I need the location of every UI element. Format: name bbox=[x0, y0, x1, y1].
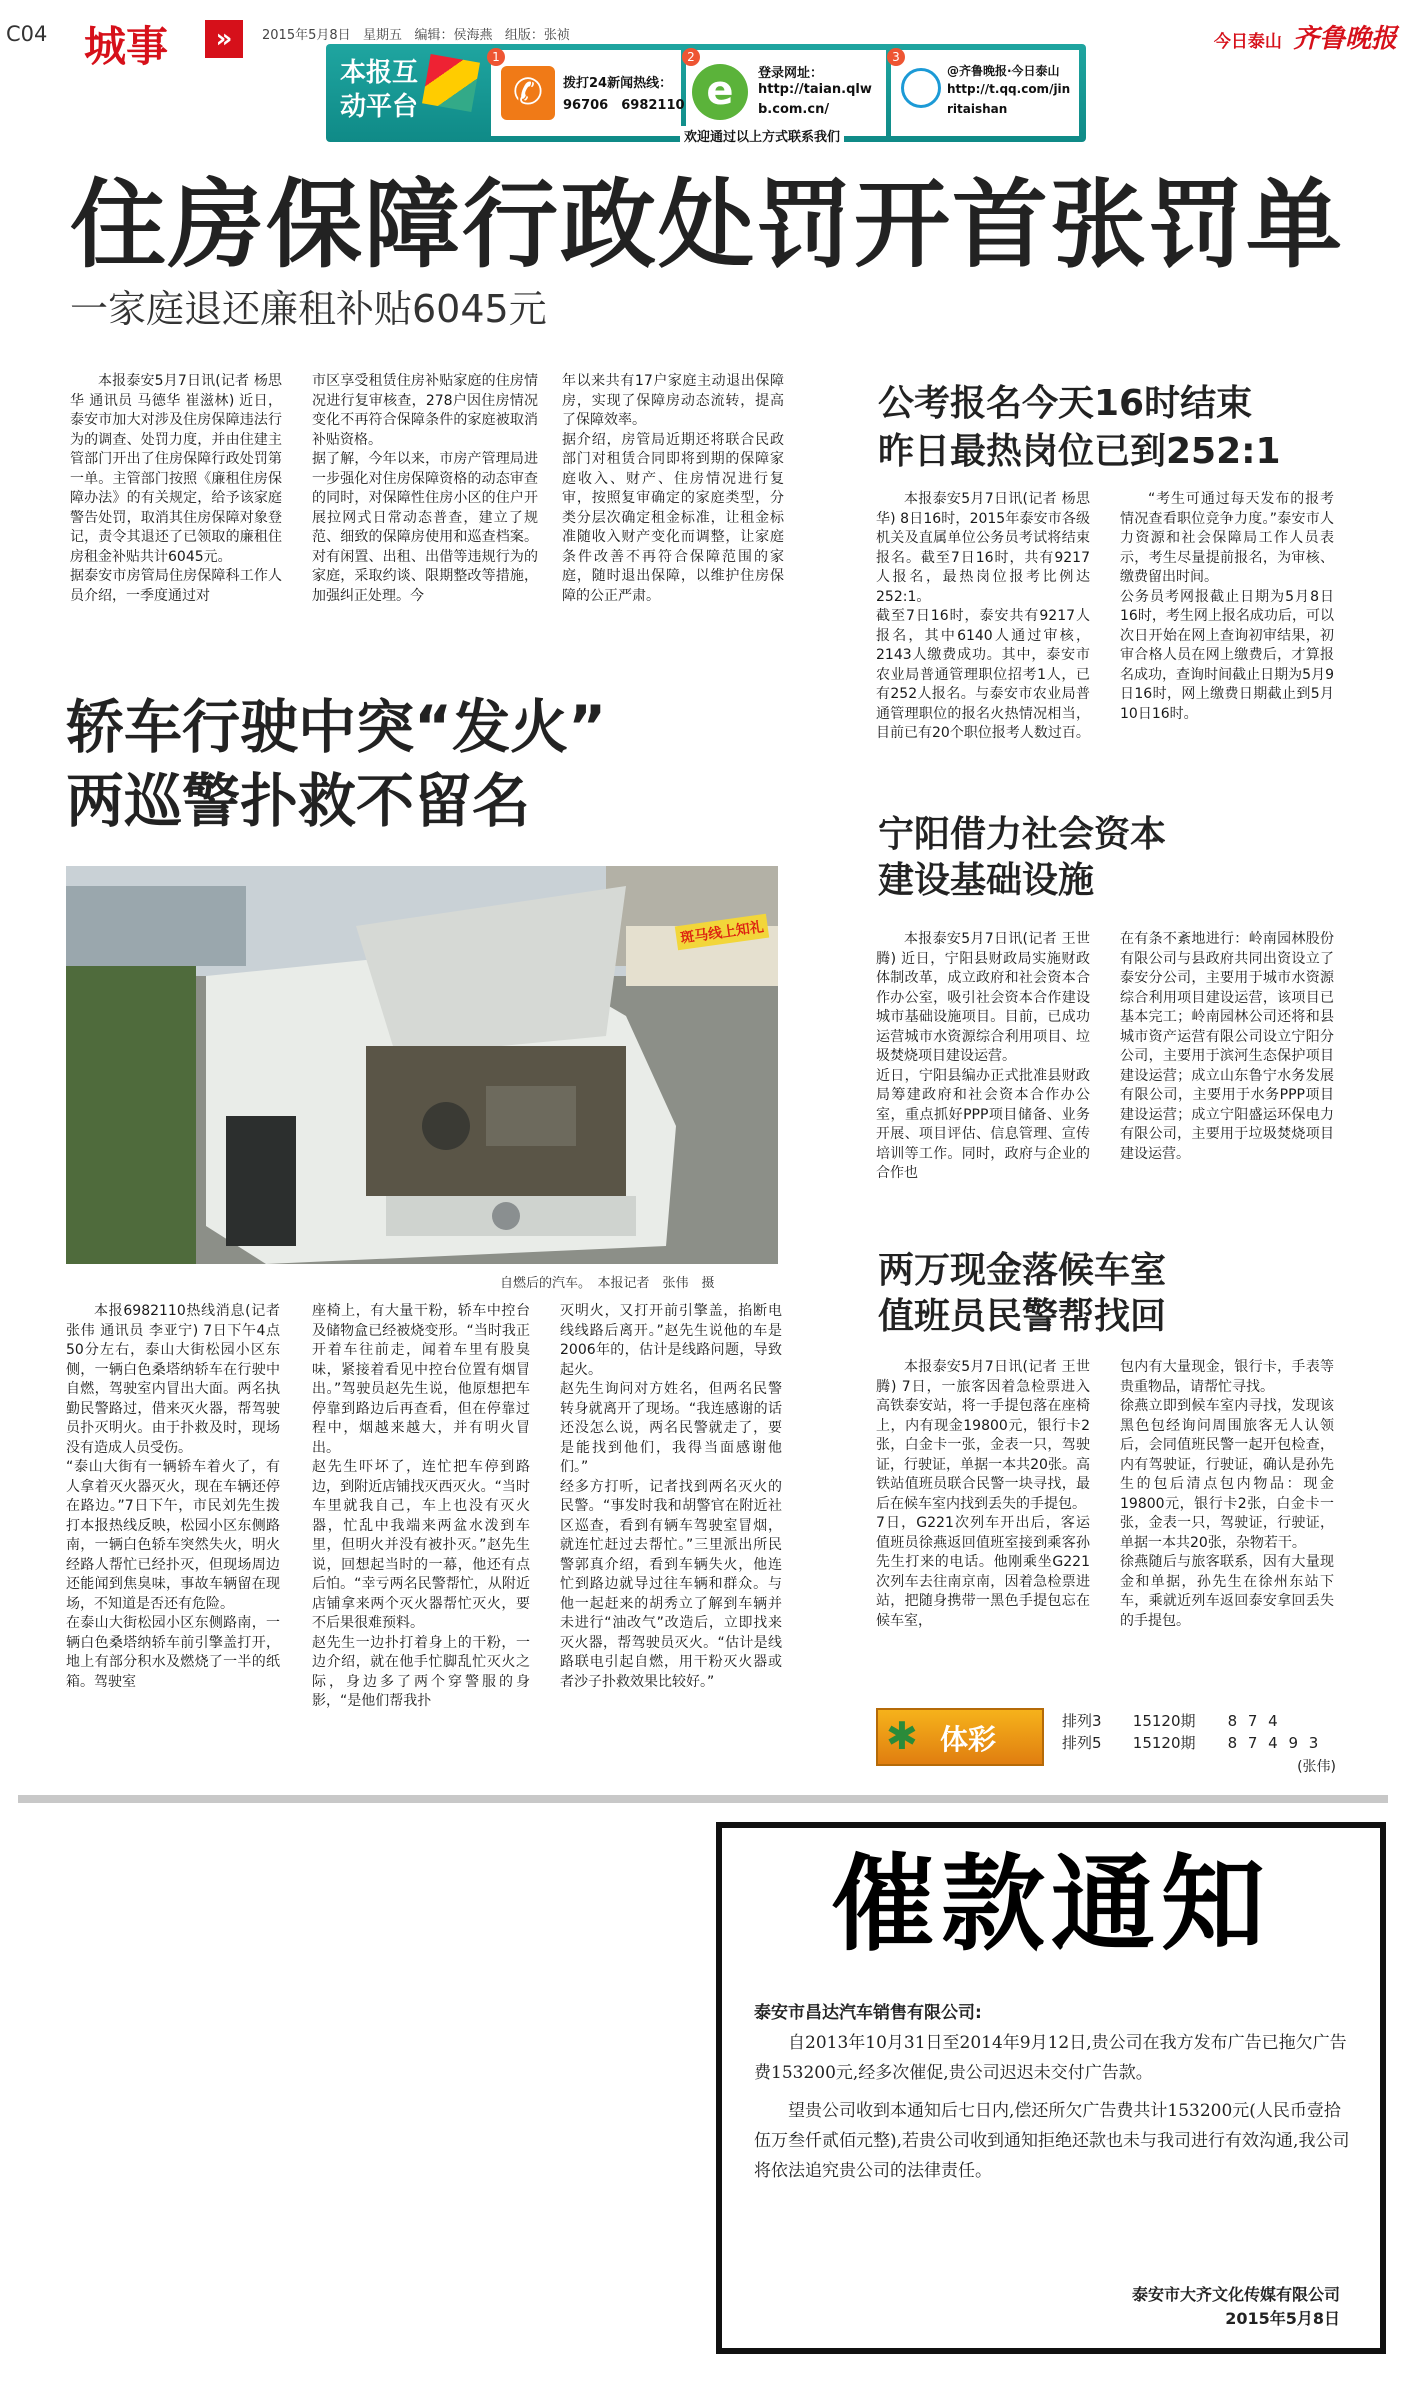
lottery-badge bbox=[876, 1708, 1044, 1766]
lottery-box bbox=[876, 1702, 1336, 1775]
cash-title-2: 值班员民警帮找回 bbox=[878, 1296, 1167, 1337]
car-col-1 bbox=[66, 1302, 280, 1692]
lottery-period: 15120期 bbox=[1132, 1734, 1196, 1752]
ningyang-text-1: 本报泰安5月7日讯(记者 王世腾) 近日，宁阳县财政局实施财政体制改革，成立政府和社会资本合作办公室，吸引社会资本合作建设城市基础设施项目。目前，已成功运营城市水资源综合利用项目、垃圾焚烧项目建设运营。 近日，宁阳县编办正式批准县财政局筹建政府和社会资本合作办公室，重点抓好PPP项目储备、业务开展、项目评估、信息管理、宣传培训等工作。同时，政府与企业的合作也 bbox=[876, 931, 1090, 1181]
brand bbox=[1214, 18, 1397, 55]
website-url: http://taian.qlw bbox=[758, 82, 872, 97]
weibo-url-2: ritaishan bbox=[947, 102, 1008, 116]
notice-addressee: 泰安市昌达汽车销售有限公司: bbox=[754, 2003, 982, 2023]
ningyang-title-1: 宁阳借力社会资本 bbox=[878, 814, 1167, 855]
cash-col-1 bbox=[876, 1358, 1090, 1631]
car-headline bbox=[66, 690, 606, 838]
payment-notice bbox=[716, 1822, 1386, 2354]
cash-headline bbox=[878, 1248, 1166, 1340]
lottery-credit: (张伟) bbox=[1297, 1759, 1336, 1775]
website-url-2: b.com.cn/ bbox=[758, 102, 830, 117]
brand-sub: 今日泰山 bbox=[1213, 32, 1282, 52]
hotline-item[interactable] bbox=[491, 50, 685, 136]
gongkao-text-1: 本报泰安5月7日讯(记者 杨思华) 8日16时，2015年泰安市各级机关及直属单位公务员考试将结束报名。截至7日16时，共有9217人报名，最热岗位报考比例达252:1。 截至7日16时，泰安共有9217人报名，其中6140人通过审核，2143人缴费成功。其中，泰安市农业局普通管理职位招考1人，已有252人报名。与泰安市农业局普通管理职位的报名火热情况相当，目前已有20个职位报考人数过百。 bbox=[876, 491, 1090, 741]
photo-caption: 自燃后的汽车。 本报记者 张伟 摄 bbox=[500, 1276, 715, 1291]
date-line bbox=[262, 24, 570, 43]
car-text-1: 本报6982110热线消息(记者 张伟 通讯员 李亚宁) 7日下午4点50分左右，泰山大街松园小区东侧，一辆白色桑塔纳轿车在行驶中自燃，驾驶室内冒出大面。两名执勤民警路过，借来灭火器，帮驾驶员扑灭明火。由于扑救及时，现场没有造成人员受伤。 “泰山大街有一辆轿车着火了，有人拿着灭火器灭火，现在车辆还停在路边。”7日下午，市民刘先生拨打本报热线反映，松园小区东侧路南，一辆白色轿车突然失火，明火经路人帮忙已经扑灭，但现场周边还能闻到焦臭味，事故车辆留在现场，不知道是否还有危险。 在泰山大街松园小区东侧路南，一辆白色桑塔纳轿车前引擎盖打开，地上有部分积水及燃烧了一半的纸箱。驾驶室 bbox=[66, 1303, 280, 1690]
layout-editor: 组版：张祯 bbox=[504, 28, 570, 43]
notice-para-1: 自2013年10月31日至2014年9月12日,贵公司在我方发布广告已拖欠广告费153200元,经多次催促,贵公司迟迟未交付广告款。 bbox=[754, 2033, 1347, 2083]
website-item[interactable] bbox=[686, 50, 886, 136]
lead-text-1: 本报泰安5月7日讯(记者 杨思华 通讯员 马德华 崔滋林) 近日，泰安市加大对涉及住房保障违法行为的调查、处罚力度，并由住建主管部门开出了住房保障行政处罚第一单。主管部门按照《廉租住房保障办法》的有关规定，给予该家庭警告处罚，取消其住房保障对象登记，责令其退还了已领取的廉租住房租金补贴共计6045元。 据泰安市房管局住房保障科工作人员介绍，一季度通过对 bbox=[70, 373, 282, 604]
ningyang-headline bbox=[878, 812, 1166, 904]
gongkao-text-2: “考生可通过每天发布的报考情况查看职位竞争力度。”泰安市人力资源和社会保障局工作人员表示，考生尽量提前报名，为审核、缴费留出时间。 公务员考网报截止日期为5月8日16时，考生网上报名成功后，可以次日开始在网上查询初审结果，初审合格人员在网上缴费后，才算报名成功，查询时间截止日期为5月9日16时，网上缴费日期截止到5月10日16时。 bbox=[1120, 491, 1334, 722]
ningyang-col-2 bbox=[1120, 930, 1334, 1164]
lottery-nums: 8 7 4 9 3 bbox=[1227, 1734, 1322, 1752]
gongkao-title-2: 昨日最热岗位已到252:1 bbox=[878, 431, 1281, 472]
cash-title-1: 两万现金落候车室 bbox=[878, 1250, 1167, 1291]
brand-logo: 齐鲁晚报 bbox=[1292, 24, 1397, 54]
lottery-period: 15120期 bbox=[1132, 1712, 1196, 1730]
lottery-name: 排列3 bbox=[1062, 1712, 1102, 1730]
cash-text-1: 本报泰安5月7日讯(记者 王世腾) 7日，一旅客因着急检票进入高铁泰安站，将一手提包落在座椅上，内有现金19800元，银行卡2张，白金卡一张，金表一只，驾驶证，行驶证，单据一本共20张。高铁站值班员联合民警一块寻找，最后在候车室内找到丢失的手提包。 7日，G221次列车开出后，客运值班员徐燕返回值班室接到乘客孙先生打来的电话。他刚乘坐G221次列车去往南京南，因着急检票进站，把随身携带一黑色手提包忘在候车室， bbox=[876, 1359, 1090, 1629]
e-icon: e bbox=[692, 64, 748, 120]
lead-text-3: 年以来共有17户家庭主动退出保障房，实现了保障房动态流转，提高了保障效率。 据介绍，房管局近期还将联合民政部门对租赁合同即将到期的保障家庭收入、财产、住房情况进行复审，按照复审确定的家庭类型，分类分层次确定租金标准，让租金标准随收入财产变化而调整，让家庭条件改善不再符合保障范围的家庭，随时退出保障，以维护住房保障的公正严肃。 bbox=[562, 373, 784, 604]
car-photo bbox=[66, 866, 778, 1264]
number-badge: 1 bbox=[487, 48, 505, 66]
gongkao-col-2 bbox=[1120, 490, 1334, 724]
gongkao-headline bbox=[878, 380, 1281, 476]
cash-col-2 bbox=[1120, 1358, 1334, 1631]
banner-footer: 欢迎通过以上方式联系我们 bbox=[680, 126, 844, 145]
section-title: 城事 bbox=[84, 22, 169, 71]
editor: 编辑：侯海燕 bbox=[414, 28, 493, 43]
notice-para-2: 望贵公司收到本通知后七日内,偿还所欠广告费共计153200元(人民币壹拾伍万叁仟贰佰元整),若贵公司收到通知拒绝还款也未与我司进行有效沟通,我公司将依法追究贵公司的法律责任。 bbox=[754, 2101, 1350, 2181]
notice-signer: 泰安市大齐文化传媒有限公司 bbox=[1131, 2285, 1340, 2304]
chevron-right-icon: » bbox=[205, 20, 243, 58]
cash-text-2: 包内有大量现金，银行卡，手表等贵重物品，请帮忙寻找。 徐燕立即到候车室内寻找，发现该黑色包经询问周围旅客无人认领后，会同值班民警一起开包检查，内有驾驶证，行驶证，确认是孙先生的包后清点包内物品：现金19800元，银行卡2张，白金卡一张，金表一只，驾驶证，行驶证，单据一本共20张，杂物若干。 徐燕随后与旅客联系，因有大量现金和单据，孙先生在徐州东站下车，乘就近列车返回泰安拿回丢失的手提包。 bbox=[1120, 1359, 1334, 1629]
car-photo-svg bbox=[66, 866, 778, 1264]
lottery-row-2 bbox=[1062, 1732, 1321, 1753]
cube-icon bbox=[422, 54, 480, 112]
car-title-1: 轿车行驶中突“发火” bbox=[66, 693, 607, 761]
lead-text-2: 市区享受租赁住房补贴家庭的住房情况进行复审核查，278户因住房情况变化不再符合保障条件的家庭被取消补贴资格。 据了解，今年以来，市房产管理局进一步强化对住房保障资格的动态审查的同时，对保障性住房小区的住户开展拉网式日常动态普查，建立了规范、细致的保障房使用和巡查档案。对有闲置、出租、出借等违规行为的家庭，采取约谈、限期整改等措施，加强纠正处理。今 bbox=[312, 373, 538, 604]
weibo-icon bbox=[901, 68, 941, 108]
website-label: 登录网址： bbox=[758, 66, 824, 81]
date: 2015年5月8日 bbox=[262, 28, 351, 43]
car-text-3: 灭明火，又打开前引擎盖，掐断电线线路后离开。”赵先生说他的车是2006年的，估计是线路问题，导致起火。 赵先生询问对方姓名，但两名民警转身就离开了现场。“我连感谢的话还没怎么说，两名民警就走了，要是能找到他们，我得当面感谢他们。” 经多方打听，记者找到两名灭火的民警。“事发时我和胡警官在附近社区巡查，看到有辆车驾驶室冒烟，就连忙赶过去帮忙。”三里派出所民警郭真介绍，看到车辆失火，他连忙到路边就导过往车辆和群众。与他一起赶来的胡秀立了解到车辆并未进行“油改气”改造后，立即找来灭火器，帮驾驶员灭火。“估计是线路联电引起自燃，用干粉灭火器或者沙子扑救效果比较好。” bbox=[560, 1303, 782, 1690]
section-badge bbox=[70, 10, 250, 70]
car-col-3 bbox=[560, 1302, 782, 1692]
lottery-name: 排列5 bbox=[1062, 1734, 1102, 1752]
gongkao-col-1 bbox=[876, 490, 1090, 744]
hotline-numbers: 96706 6982110 bbox=[563, 98, 685, 113]
lead-col-2 bbox=[312, 372, 538, 606]
banner-title: 本报互动平台 bbox=[340, 58, 419, 122]
weibo-item[interactable] bbox=[891, 50, 1079, 136]
car-title-2: 两巡警扑救不留名 bbox=[66, 767, 531, 835]
lead-col-3 bbox=[562, 372, 784, 606]
lottery-label: 体彩 bbox=[940, 1723, 997, 1756]
hotline-label: 拨打24新闻热线： bbox=[563, 76, 673, 91]
ningyang-title-2: 建设基础设施 bbox=[878, 860, 1095, 901]
gongkao-title-1: 公考报名今天16时结束 bbox=[878, 383, 1253, 424]
car-col-2 bbox=[312, 1302, 530, 1712]
lead-headline: 住房保障行政处罚开首张罚单 bbox=[70, 169, 1344, 281]
photo-sign: 斑马线上知礼 bbox=[675, 914, 769, 951]
lottery-nums: 8 7 4 bbox=[1227, 1712, 1281, 1730]
phone-icon: ✆ bbox=[501, 66, 555, 120]
car-text-2: 座椅上，有大量干粉，轿车中控台及储物盒已经被烧变形。“当时我正开着车往前走，闻着车里有股臭味，紧接着看见中控台位置有烟冒出。”驾驶员赵先生说，他原想把车停靠到路边后再查看，但在停靠过程中，烟越来越大，并有明火冒出。 赵先生吓坏了，连忙把车停到路边，到附近店铺找灭西灭火。“当时车里就我自己，车上也没有灭火器，忙乱中我端来两盆水泼到车里，但明火并没有被扑灭。”赵先生说，回想起当时的一幕，他还有点后怕。“幸亏两名民警帮忙，从附近店铺拿来两个灭火器帮忙灭火，要不后果很难预料。 赵先生一边扑打着身上的干粉，一边介绍，就在他手忙脚乱忙灭火之际，身边多了两个穿警服的身影，“是他们帮我扑 bbox=[312, 1303, 530, 1709]
weekday: 星期五 bbox=[363, 28, 403, 43]
lead-col-1 bbox=[70, 372, 282, 606]
ningyang-col-1 bbox=[876, 930, 1090, 1184]
page-number: C04 bbox=[6, 22, 48, 46]
lead-subtitle: 一家庭退还廉租补贴6045元 bbox=[70, 287, 547, 331]
ningyang-text-2: 在有条不紊地进行：岭南园林股份有限公司与县政府共同出资设立了泰安分公司，主要用于城市水资源综合利用项目建设运营，该项目已基本完工；岭南园林公司还将和县城市资产运营有限公司设立宁阳分公司，主要用于滨河生态保护项目建设运营；成立山东鲁宁水务发展有限公司，主要用于水务PPP项目建设运营；成立宁阳盛运环保电力有限公司，主要用于垃圾焚烧项目建设运营。 bbox=[1120, 931, 1334, 1162]
weibo-account: @齐鲁晚报·今日泰山 bbox=[947, 64, 1060, 78]
number-badge: 3 bbox=[887, 48, 905, 66]
weibo-url: http://t.qq.com/jin bbox=[947, 82, 1071, 96]
section-divider bbox=[18, 1795, 1388, 1803]
notice-date: 2015年5月8日 bbox=[1225, 2309, 1340, 2328]
number-badge: 2 bbox=[682, 48, 700, 66]
lottery-row-1 bbox=[1062, 1710, 1281, 1731]
notice-title: 催款通知 bbox=[830, 1842, 1271, 1965]
lottery-star-icon: ✱ bbox=[886, 1714, 918, 1758]
